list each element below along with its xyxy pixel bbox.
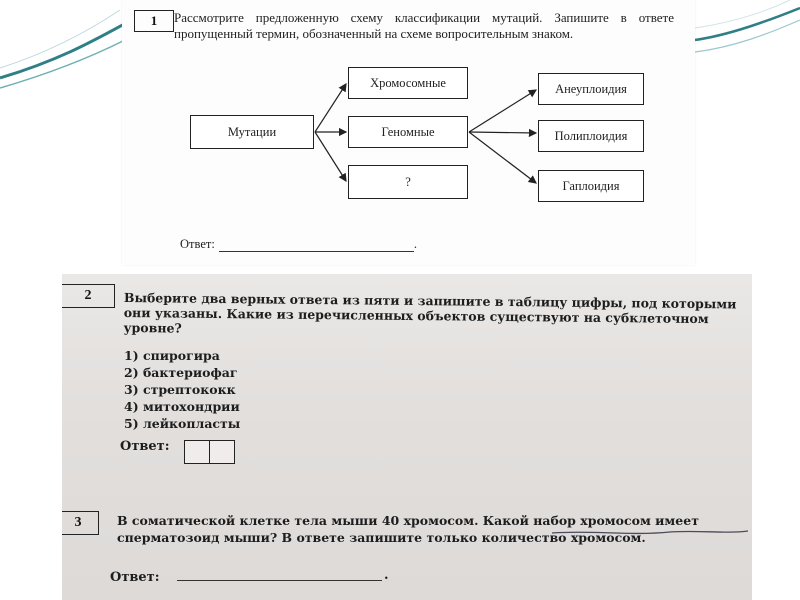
task2-answer-label: Ответ:	[120, 439, 170, 454]
task3-number: 3	[62, 511, 99, 535]
task1-scan	[122, 0, 695, 265]
task2-question: Выберите два верных ответа из пяти и запишите в таблицу цифры, под которыми они указаны. Какие из перечисленных объектов существуют на субклеточном уровне?	[123, 290, 737, 336]
diagram-aneuploidy: Анеуплоидия	[538, 73, 644, 105]
diagram-polyploidy: Полиплоидия	[538, 120, 644, 152]
diagram-genomic: Геномные	[348, 116, 468, 148]
task1-answer	[180, 237, 417, 252]
task1-answer-label: Ответ:	[180, 237, 215, 251]
diagram-unknown: ?	[348, 165, 468, 199]
task1-question: Рассмотрите предложенную схему классификации мутаций. Запишите в ответе пропущенный термин, обозначенный на схеме вопросительным знаком.	[174, 10, 674, 41]
diagram-root-mutations: Мутации	[190, 115, 314, 149]
diagram-haploidy: Гаплоидия	[538, 170, 644, 202]
diagram-chromosomal: Хромосомные	[348, 67, 468, 99]
task2-answer-cells	[184, 440, 233, 464]
answer-cell	[184, 440, 210, 464]
task1-answer-line	[219, 239, 414, 252]
task3-answer-suffix: .	[384, 568, 389, 583]
task2-number: 2	[62, 284, 115, 308]
answer-cell	[209, 440, 235, 464]
task2-option-2: 2) бактериофаг	[124, 365, 238, 380]
task2-option-3: 3) стрептококк	[124, 382, 236, 397]
task3-answer-line	[177, 580, 382, 581]
task3-question: В соматической клетке тела мыши 40 хромосом. Какой набор хромосом имеет сперматозоид мыши? В ответе запишите только количество хромосом.	[117, 513, 699, 545]
task2-options	[124, 347, 240, 432]
handwritten-underline	[550, 528, 750, 538]
task2-option-5: 5) лейкопласты	[124, 416, 241, 431]
task3-answer-label: Ответ:	[110, 570, 160, 585]
task2-option-1: 1) спирогира	[124, 348, 220, 363]
task1-answer-suffix: .	[413, 237, 417, 251]
task1-number: 1	[134, 10, 174, 32]
task2-3-photo	[62, 274, 752, 600]
task2-option-4: 4) митохондрии	[124, 399, 240, 414]
